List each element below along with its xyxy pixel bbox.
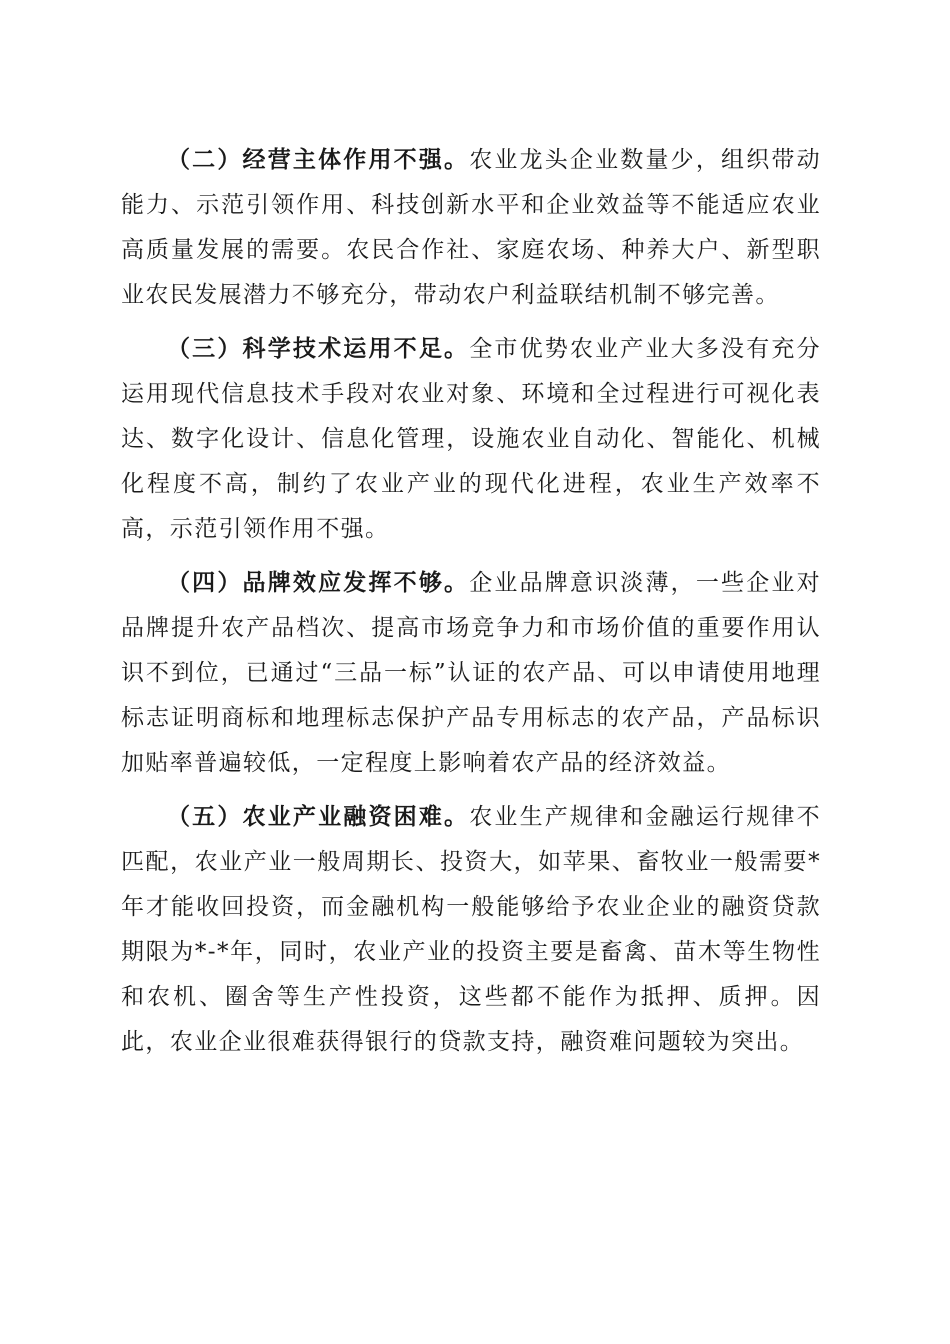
paragraph-heading: （三）科学技术运用不足。 [167,335,470,362]
paragraph-heading: （五）农业产业融资困难。 [167,803,470,830]
paragraph-text: 农业生产规律和金融运行规律不匹配，农业产业一般周期长、投资大，如苹果、畜牧业一般需要*年才能收回投资，而金融机构一般能够给予农业企业的融资贷款期限为*-*年，同时，农业产业的投资主要是畜禽、苗木等生物性和农机、圈舍等生产性投资，这些都不能作为抵押、质押。因此，农业企业很难获得银行的贷款支持，融资难问题较为突出。 [121,804,821,1055]
paragraph-heading: （四）品牌效应发挥不够。 [167,569,470,596]
paragraph-text: 企业品牌意识淡薄，一些企业对品牌提升农产品档次、提高市场竞争力和市场价值的重要作用认识不到位，已通过“三品一标”认证的农产品、可以申请使用地理标志证明商标和地理标志保护产品专用标志的农产品，产品标识加贴率普遍较低，一定程度上影响着农产品的经济效益。 [121,570,821,776]
paragraph-5 [121,794,821,1065]
paragraph-text: 农业龙头企业数量少，组织带动能力、示范引领作用、科技创新水平和企业效益等不能适应农业高质量发展的需要。农民合作社、家庭农场、种养大户、新型职业农民发展潜力不够充分，带动农户利益联结机制不够完善。 [121,147,821,308]
paragraph-2 [121,137,821,318]
paragraph-3 [121,326,821,552]
document-body [121,137,821,1073]
paragraph-text: 全市优势农业产业大多没有充分运用现代信息技术手段对农业对象、环境和全过程进行可视化表达、数字化设计、信息化管理，设施农业自动化、智能化、机械化程度不高，制约了农业产业的现代化进程，农业生产效率不高，示范引领作用不强。 [121,336,821,542]
paragraph-heading: （二）经营主体作用不强。 [167,146,470,173]
paragraph-4 [121,560,821,786]
